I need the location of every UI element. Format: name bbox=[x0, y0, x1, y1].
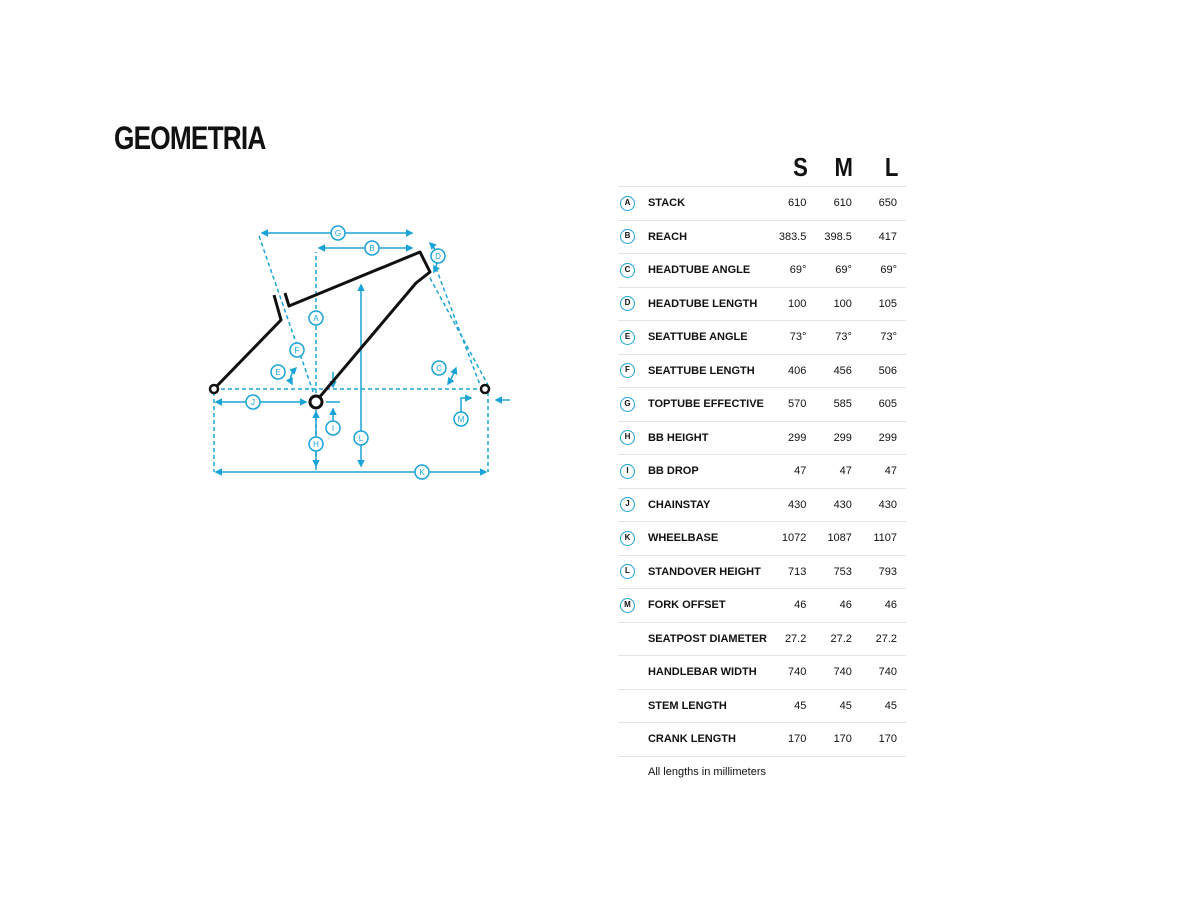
row-value-s: 430 bbox=[770, 488, 816, 522]
row-badge: E bbox=[620, 330, 635, 345]
row-label: SEATTUBE ANGLE bbox=[648, 321, 770, 355]
diagram-label-a bbox=[309, 311, 323, 325]
row-value-l: 170 bbox=[861, 723, 906, 757]
row-badge: I bbox=[620, 464, 635, 479]
svg-text:J: J bbox=[251, 398, 255, 407]
row-badge: L bbox=[620, 564, 635, 579]
row-value-s: 100 bbox=[770, 287, 816, 321]
row-badge: B bbox=[620, 229, 635, 244]
row-value-m: 398.5 bbox=[815, 220, 861, 254]
row-label: TOPTUBE EFFECTIVE bbox=[648, 388, 770, 422]
size-header-l: L bbox=[884, 151, 899, 182]
row-value-l: 73° bbox=[861, 321, 906, 355]
row-value-m: 45 bbox=[815, 689, 861, 723]
units-note: All lengths in millimeters bbox=[648, 766, 766, 778]
row-value-s: 73° bbox=[770, 321, 816, 355]
row-value-l: 793 bbox=[861, 555, 906, 589]
row-value-s: 713 bbox=[770, 555, 816, 589]
row-badge: C bbox=[620, 263, 635, 278]
row-value-l: 430 bbox=[861, 488, 906, 522]
row-badge: G bbox=[620, 397, 635, 412]
row-value-m: 753 bbox=[815, 555, 861, 589]
size-header-row bbox=[618, 148, 906, 187]
row-value-m: 456 bbox=[815, 354, 861, 388]
row-value-l: 605 bbox=[861, 388, 906, 422]
row-value-l: 650 bbox=[861, 187, 906, 221]
table-row bbox=[618, 254, 906, 288]
row-value-s: 69° bbox=[770, 254, 816, 288]
row-badge: M bbox=[620, 598, 635, 613]
row-badge: H bbox=[620, 430, 635, 445]
row-value-s: 740 bbox=[770, 656, 816, 690]
table-row bbox=[618, 187, 906, 221]
table-row bbox=[618, 354, 906, 388]
row-value-l: 299 bbox=[861, 421, 906, 455]
table-row bbox=[618, 555, 906, 589]
row-value-m: 170 bbox=[815, 723, 861, 757]
diagram-label-c-fork bbox=[432, 361, 446, 375]
row-value-m: 430 bbox=[815, 488, 861, 522]
row-value-s: 1072 bbox=[770, 522, 816, 556]
row-value-m: 69° bbox=[815, 254, 861, 288]
row-value-m: 100 bbox=[815, 287, 861, 321]
table-row bbox=[618, 622, 906, 656]
row-value-l: 47 bbox=[861, 455, 906, 489]
table-row bbox=[618, 689, 906, 723]
svg-text:K: K bbox=[419, 468, 425, 477]
table-row bbox=[618, 589, 906, 623]
row-value-l: 46 bbox=[861, 589, 906, 623]
row-value-l: 417 bbox=[861, 220, 906, 254]
row-value-l: 740 bbox=[861, 656, 906, 690]
svg-text:D: D bbox=[435, 252, 441, 261]
reference-lines bbox=[214, 236, 488, 472]
svg-text:C: C bbox=[436, 364, 442, 373]
row-value-s: 383.5 bbox=[770, 220, 816, 254]
row-value-m: 610 bbox=[815, 187, 861, 221]
row-label: FORK OFFSET bbox=[648, 589, 770, 623]
size-header-s: S bbox=[792, 151, 808, 182]
svg-text:I: I bbox=[331, 424, 335, 433]
row-badge: F bbox=[620, 363, 635, 378]
size-header-m: M bbox=[834, 151, 854, 182]
row-value-l: 506 bbox=[861, 354, 906, 388]
row-label: BB HEIGHT bbox=[648, 421, 770, 455]
frame-geometry-diagram bbox=[200, 220, 520, 490]
row-value-l: 45 bbox=[861, 689, 906, 723]
row-value-s: 27.2 bbox=[770, 622, 816, 656]
svg-text:F: F bbox=[294, 346, 300, 355]
row-badge: A bbox=[620, 196, 635, 211]
bike-frame bbox=[214, 252, 430, 399]
row-label: STEM LENGTH bbox=[648, 689, 770, 723]
svg-text:H: H bbox=[313, 440, 319, 449]
row-value-l: 105 bbox=[861, 287, 906, 321]
row-value-m: 73° bbox=[815, 321, 861, 355]
row-value-l: 27.2 bbox=[861, 622, 906, 656]
diagram-label-i bbox=[326, 421, 340, 435]
svg-text:M: M bbox=[457, 415, 465, 424]
rear-axle bbox=[210, 385, 218, 393]
svg-text:B: B bbox=[369, 244, 375, 253]
row-label: WHEELBASE bbox=[648, 522, 770, 556]
row-value-m: 740 bbox=[815, 656, 861, 690]
svg-text:L: L bbox=[358, 434, 364, 443]
row-label: SEATPOST DIAMETER bbox=[648, 622, 770, 656]
diagram-label-k bbox=[415, 465, 429, 479]
table-row bbox=[618, 455, 906, 489]
row-value-s: 47 bbox=[770, 455, 816, 489]
row-value-m: 299 bbox=[815, 421, 861, 455]
table-row bbox=[618, 287, 906, 321]
row-label: CHAINSTAY bbox=[648, 488, 770, 522]
row-badge: J bbox=[620, 497, 635, 512]
svg-text:E: E bbox=[275, 368, 281, 377]
row-badge: D bbox=[620, 296, 635, 311]
diagram-label-l bbox=[354, 431, 368, 445]
row-label: HEADTUBE LENGTH bbox=[648, 287, 770, 321]
table-row bbox=[618, 656, 906, 690]
row-label: CRANK LENGTH bbox=[648, 723, 770, 757]
svg-text:G: G bbox=[334, 229, 342, 238]
bottom-bracket bbox=[310, 396, 322, 408]
geometry-table bbox=[618, 148, 906, 757]
row-value-s: 570 bbox=[770, 388, 816, 422]
row-value-s: 46 bbox=[770, 589, 816, 623]
front-axle bbox=[481, 385, 489, 393]
row-value-m: 585 bbox=[815, 388, 861, 422]
table-row bbox=[618, 488, 906, 522]
row-value-m: 47 bbox=[815, 455, 861, 489]
row-value-s: 170 bbox=[770, 723, 816, 757]
row-label: STACK bbox=[648, 187, 770, 221]
diagram-label-f bbox=[290, 343, 304, 357]
diagram-label-d bbox=[431, 249, 445, 263]
table-row bbox=[618, 723, 906, 757]
row-label: REACH bbox=[648, 220, 770, 254]
row-value-s: 299 bbox=[770, 421, 816, 455]
row-value-m: 1087 bbox=[815, 522, 861, 556]
diagram-label-b bbox=[365, 241, 379, 255]
diagram-label-h bbox=[309, 437, 323, 451]
table-row bbox=[618, 421, 906, 455]
table-row bbox=[618, 321, 906, 355]
row-value-s: 406 bbox=[770, 354, 816, 388]
row-value-l: 1107 bbox=[861, 522, 906, 556]
row-label: HEADTUBE ANGLE bbox=[648, 254, 770, 288]
table-row bbox=[618, 522, 906, 556]
geometry-table-body bbox=[618, 187, 906, 757]
diagram-label-j bbox=[246, 395, 260, 409]
row-value-s: 45 bbox=[770, 689, 816, 723]
diagram-label-m bbox=[454, 412, 468, 426]
row-value-s: 610 bbox=[770, 187, 816, 221]
row-label: BB DROP bbox=[648, 455, 770, 489]
diagram-label-g bbox=[331, 226, 345, 240]
table-row bbox=[618, 388, 906, 422]
row-label: HANDLEBAR WIDTH bbox=[648, 656, 770, 690]
svg-text:A: A bbox=[313, 314, 319, 323]
row-value-m: 27.2 bbox=[815, 622, 861, 656]
row-value-l: 69° bbox=[861, 254, 906, 288]
diagram-label-e bbox=[271, 365, 285, 379]
row-value-m: 46 bbox=[815, 589, 861, 623]
row-label: SEATTUBE LENGTH bbox=[648, 354, 770, 388]
row-label: STANDOVER HEIGHT bbox=[648, 555, 770, 589]
table-row bbox=[618, 220, 906, 254]
row-badge: K bbox=[620, 531, 635, 546]
page-title: GEOMETRIA bbox=[114, 120, 266, 156]
